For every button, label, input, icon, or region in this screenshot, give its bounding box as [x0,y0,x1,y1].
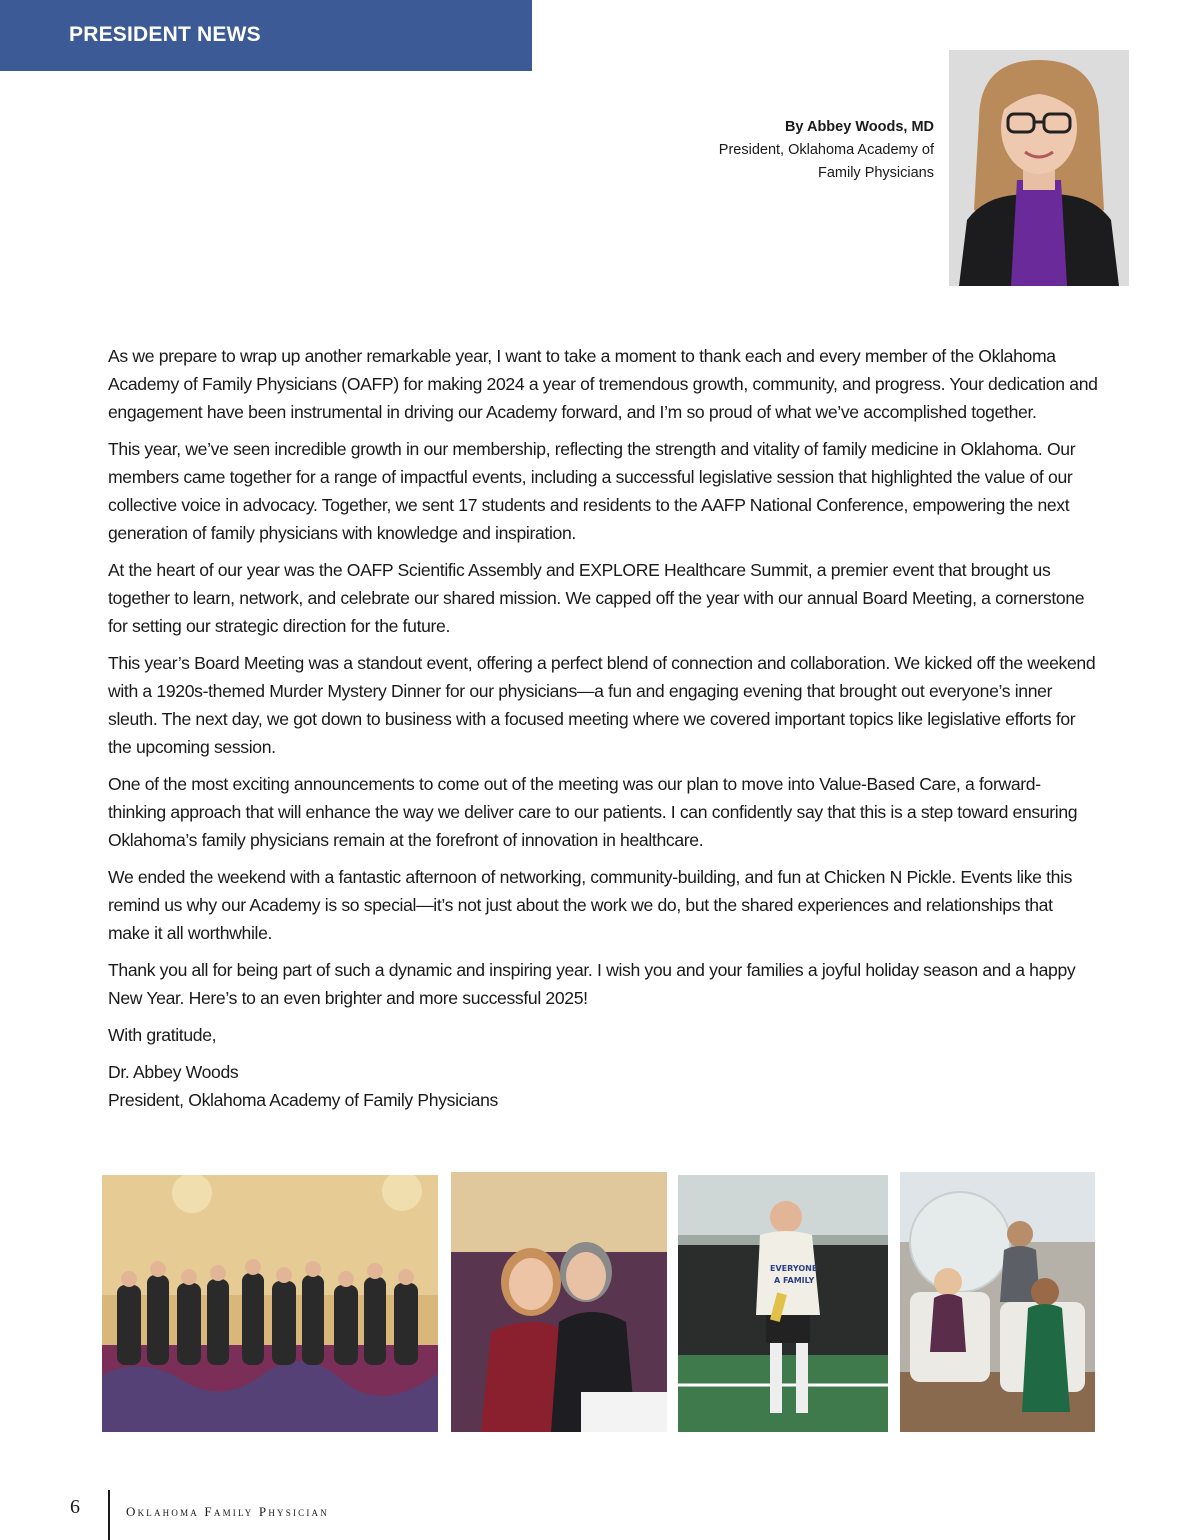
photo-patio-group [900,1172,1095,1432]
photo-pickleball-player [678,1175,888,1432]
shirt-text-2: A FAMILY [774,1276,815,1285]
article-body [108,342,1098,1123]
article-paragraph: This year’s Board Meeting was a standout event, offering a perfect blend of connection and collaboration. We kicked off the weekend with a 1920s-themed Murder Mystery Dinner for our physicians—a fun and engaging evening that brought out everyone’s inner sleuth. The next day, we got down to business with a focused meeting where we covered important topics like legislative efforts for the upcoming session. [108,653,1096,757]
closing-line: With gratitude, [108,1025,217,1045]
byline-title-line2: Family Physicians [817,165,934,181]
signature-name: Dr. Abbey Woods [108,1062,239,1082]
article-paragraph: One of the most exciting announcements to come out of the meeting was our plan to move into Value-Based Care, a forward-thinking approach that will enhance the way we deliver care to our patients. I can confidently say that this is a step toward ensuring Oklahoma’s family physicians remain at the forefront of innovation in healthcare. [108,774,1078,850]
article-paragraph: Thank you all for being part of such a dynamic and inspiring year. I wish you and your families a joyful holiday season and a happy New Year. Here’s to an even brighter and more successful 2025! [108,960,1076,1008]
article-paragraph: This year, we’ve seen incredible growth in our membership, reflecting the strength and vitality of family medicine in Oklahoma. Our members came together for a range of impactful events, including a successful legislative session that highlighted the value of our collective voice in advocacy. Together, we sent 17 students and residents to the AAFP National Conference, empowering the next generation of family physicians with knowledge and inspiration. [108,439,1076,543]
article-paragraph: At the heart of our year was the OAFP Scientific Assembly and EXPLORE Healthcare Summit, a premier event that brought us together to learn, network, and celebrate our shared mission. We capped off the year with our annual Board Meeting, a cornerstone for setting our strategic direction for the future. [108,560,1085,636]
publication-name: Oklahoma Family Physician [126,1504,329,1519]
photo-group-ballroom [102,1175,438,1432]
page-number: 6 [70,1496,80,1518]
byline-title-line1: President, Oklahoma Academy of [718,142,934,158]
section-label: PRESIDENT NEWS [69,22,261,46]
shirt-text-1: EVERYONE [770,1264,818,1273]
article-paragraph: We ended the weekend with a fantastic afternoon of networking, community-building, and fun at Chicken N Pickle. Events like this remind us why our Academy is so special—it’s not just about the work we do, but the shared experiences and relationships that make it all worthwhile. [108,867,1073,943]
section-banner [0,0,532,71]
signature [108,1058,1098,1114]
byline [719,116,934,185]
author-portrait [949,50,1129,286]
article-paragraph: As we prepare to wrap up another remarkable year, I want to take a moment to thank each and every member of the Oklahoma Academy of Family Physicians (OAFP) for making 2024 a year of tremendous growth, community, and progress. Your dedication and engagement have been instrumental in driving our Academy forward, and I’m so proud of what we’ve accomplished together. [108,346,1098,422]
signature-title: President, Oklahoma Academy of Family Physicians [108,1090,498,1110]
footer-divider [108,1490,110,1540]
byline-author: By Abbey Woods, MD [784,119,934,135]
photo-dinner-guests [451,1172,667,1432]
